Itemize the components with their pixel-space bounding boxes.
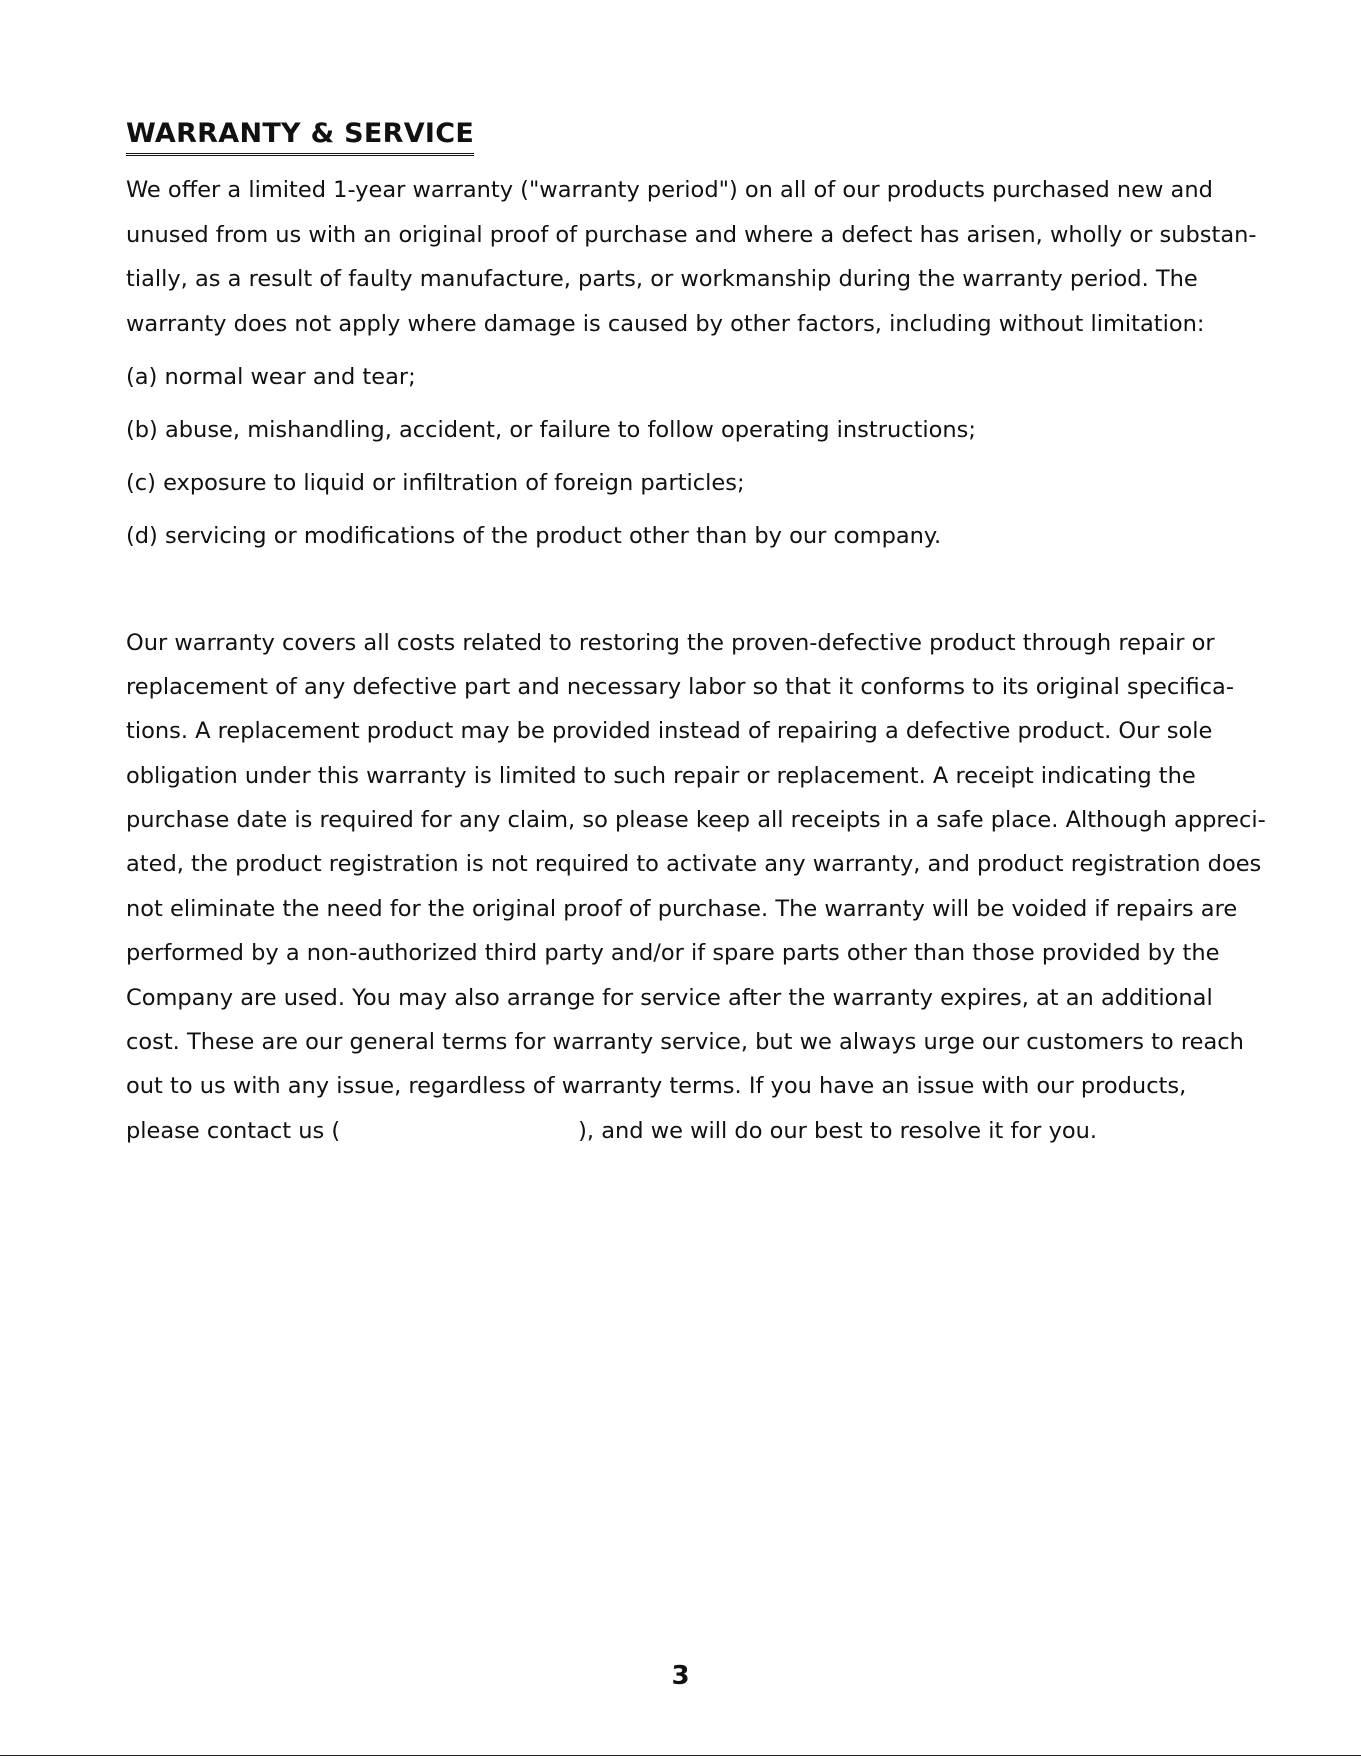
coverage-line: tions. A replacement product may be provided instead of repairing a defective product. Our sole (126, 718, 1213, 744)
coverage-line: obligation under this warranty is limited to such repair or replacement. A receipt indicating the (126, 763, 1196, 789)
page-number: 3 (671, 1661, 690, 1691)
coverage-line: purchase date is required for any claim, so please keep all receipts in a safe place. Although appreci- (126, 807, 1266, 833)
section-heading: WARRANTY & SERVICE (126, 116, 474, 156)
intro-line: We offer a limited 1-year warranty ("warranty period") on all of our products purchased new and (126, 177, 1213, 203)
coverage-line: performed by a non-authorized third party and/or if spare parts other than those provided by the (126, 940, 1220, 966)
contact-line (126, 1116, 1097, 1146)
coverage-line: Company are used. You may also arrange for service after the warranty expires, at an additional (126, 985, 1213, 1011)
exclusion-item: (a) normal wear and tear; (126, 364, 416, 390)
intro-line: unused from us with an original proof of purchase and where a defect has arisen, wholly or substan- (126, 222, 1257, 248)
coverage-line: out to us with any issue, regardless of warranty terms. If you have an issue with our products, (126, 1073, 1187, 1099)
page-bottom-rule (0, 1755, 1361, 1756)
coverage-line: Our warranty covers all costs related to restoring the proven-defective product through repair or (126, 630, 1215, 656)
coverage-line: cost. These are our general terms for warranty service, but we always urge our customers to reach (126, 1029, 1244, 1055)
coverage-line: not eliminate the need for the original proof of purchase. The warranty will be voided if repairs are (126, 896, 1238, 922)
exclusion-item: (d) servicing or modifications of the product other than by our company. (126, 523, 942, 549)
contact-line-start: please contact us ( (126, 1118, 341, 1144)
contact-line-end: ), and we will do our best to resolve it for you. (578, 1118, 1098, 1144)
coverage-line: replacement of any defective part and necessary labor so that it conforms to its original specifica- (126, 674, 1234, 700)
exclusion-item: (c) exposure to liquid or infiltration of foreign particles; (126, 470, 745, 496)
coverage-line: ated, the product registration is not required to activate any warranty, and product registration does (126, 851, 1262, 877)
exclusion-item: (b) abuse, mishandling, accident, or failure to follow operating instructions; (126, 417, 976, 443)
intro-line: tially, as a result of faulty manufacture, parts, or workmanship during the warranty period. The (126, 266, 1198, 292)
intro-line: warranty does not apply where damage is caused by other factors, including without limitation: (126, 311, 1205, 337)
